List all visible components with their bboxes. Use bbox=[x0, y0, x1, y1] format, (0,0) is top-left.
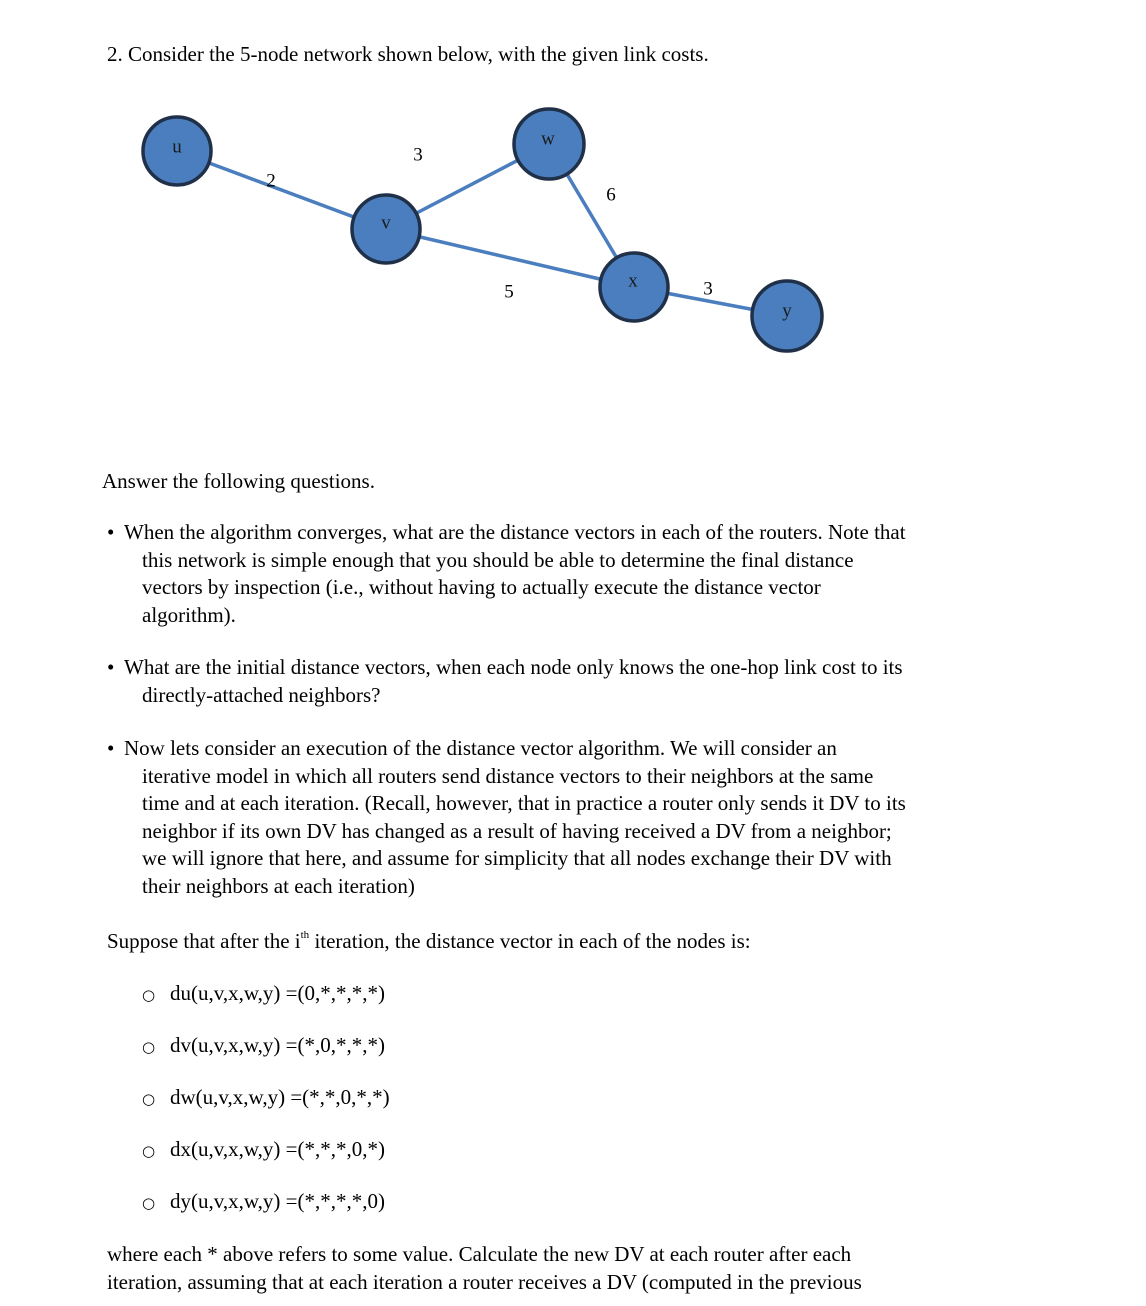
node-label-y: y bbox=[782, 300, 792, 322]
bullet-converged: • When the algorithm converges, what are the distance vectors in each of the routers. Note that this network is simple enough that you should be able to determine the final distance vectors by inspection (i.e., without having to actually execute the distance vector algorithm). bbox=[107, 520, 906, 627]
node-label-u: u bbox=[172, 136, 182, 158]
suppose-text: Suppose that after the $i^{th}$ iteration, the distance vector in each of the nodes is: bbox=[107, 929, 751, 953]
bullet-icon: • bbox=[107, 655, 115, 679]
link-v-x bbox=[386, 229, 634, 287]
link-cost-v-x: 5 bbox=[504, 281, 514, 303]
link-cost-w-x: 6 bbox=[606, 184, 616, 206]
answer-intro: Answer the following questions. bbox=[102, 469, 375, 493]
bullet-initial: • What are the initial distance vectors, when each node only knows the one-hop link cost to its directly-attached neighbors? bbox=[107, 655, 903, 707]
footer-text: where each * above refers to some value. Calculate the new DV at each router after each iteration, assuming that at each iteration a router receives a DV (computed in the previous bbox=[107, 1242, 862, 1294]
dv-item: ○ dw(u,v,x,w,y) =(*,*,0,*,*) bbox=[142, 1085, 390, 1109]
circle-bullet-icon: ○ bbox=[142, 1090, 156, 1108]
dv-item: ○ dv(u,v,x,w,y) =(*,0,*,*,*) bbox=[142, 1033, 386, 1057]
bullet-icon: • bbox=[107, 520, 115, 544]
link-cost-v-w: 3 bbox=[413, 144, 423, 166]
node-label-x: x bbox=[628, 270, 638, 292]
dv-item: ○ dx(u,v,x,w,y) =(*,*,*,0,*) bbox=[142, 1137, 386, 1161]
question-title: 2. Consider the 5-node network shown below, with the given link costs. bbox=[107, 42, 709, 66]
link-cost-u-v: 2 bbox=[266, 170, 276, 192]
bullet-icon: • bbox=[107, 736, 115, 760]
circle-bullet-icon: ○ bbox=[142, 1194, 156, 1212]
dv-item: ○ du(u,v,x,w,y) =(0,*,*,*,*) bbox=[142, 981, 386, 1005]
node-label-w: w bbox=[541, 128, 555, 150]
node-label-v: v bbox=[381, 212, 391, 234]
dv-item: ○ dy(u,v,x,w,y) =(*,*,*,*,0) bbox=[142, 1189, 386, 1213]
network-diagram bbox=[0, 0, 1146, 420]
circle-bullet-icon: ○ bbox=[142, 1038, 156, 1056]
circle-bullet-icon: ○ bbox=[142, 986, 156, 1004]
link-cost-x-y: 3 bbox=[703, 278, 713, 300]
circle-bullet-icon: ○ bbox=[142, 1142, 156, 1160]
bullet-execution: • Now lets consider an execution of the distance vector algorithm. We will consider an iterative model in which all routers send distance vectors to their neighbors at the same time and at each iteration. (Recall, however, that in practice a router only sends it DV to its neighbor if its own DV has changed as a result of having received a DV from a neighbor; we will ignore that here, and assume for simplicity that all nodes exchange their DV with their neighbors at each iteration) bbox=[107, 736, 906, 898]
